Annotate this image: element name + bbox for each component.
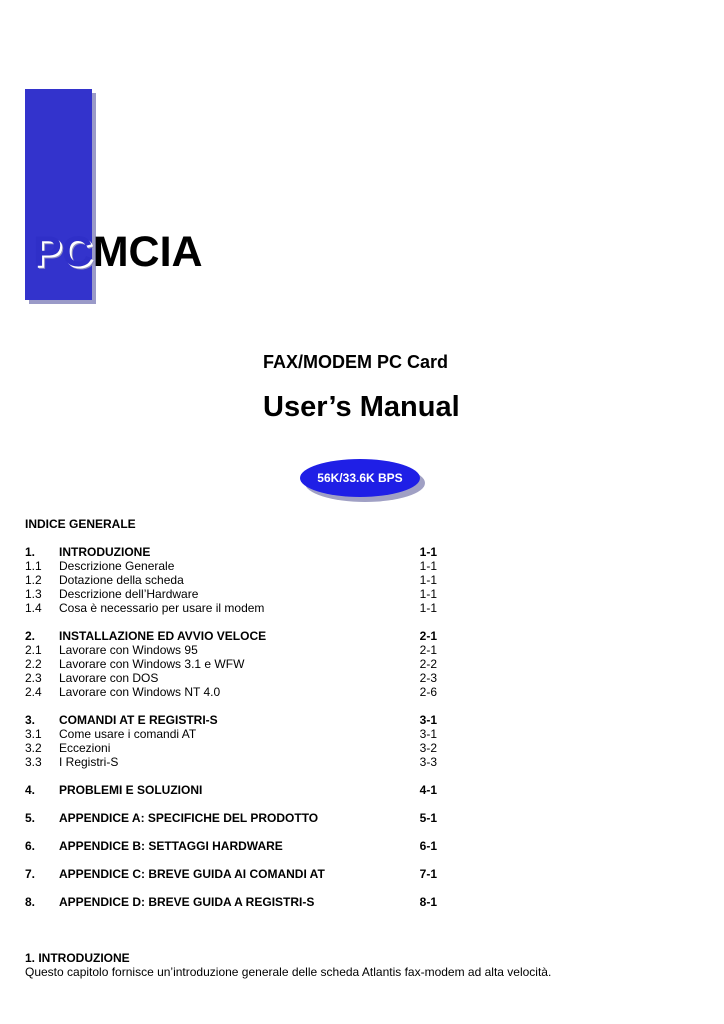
toc-page: 4-1	[419, 783, 437, 797]
toc-number: 2.4	[25, 685, 42, 699]
toc-page: 3-1	[419, 713, 437, 727]
toc-page: 2-6	[419, 685, 437, 699]
toc-row	[25, 713, 445, 727]
toc-page: 2-1	[419, 643, 437, 657]
toc-number: 8.	[25, 895, 36, 909]
toc-row	[25, 601, 445, 615]
toc-row	[25, 629, 445, 643]
toc-number: 1.	[25, 545, 36, 559]
toc-label: Cosa è necessario per usare il modem	[59, 601, 265, 615]
toc-label: Lavorare con Windows 3.1 e WFW	[59, 657, 245, 671]
toc-number: 2.3	[25, 671, 42, 685]
toc-page: 5-1	[419, 811, 437, 825]
toc-page: 2-2	[419, 657, 437, 671]
pcmcia-logo	[33, 226, 203, 278]
toc-row	[25, 657, 445, 671]
toc-number: 2.1	[25, 643, 42, 657]
toc-number: 2.	[25, 629, 36, 643]
manual-title: User’s Manual	[263, 391, 460, 423]
toc-page: 1-1	[419, 545, 437, 559]
toc-row	[25, 811, 445, 825]
toc-label: I Registri-S	[59, 755, 119, 769]
toc-page: 6-1	[419, 839, 437, 853]
toc-number: 7.	[25, 867, 36, 881]
toc-number: 3.3	[25, 755, 42, 769]
toc-page: 3-1	[419, 727, 437, 741]
toc-page: 3-2	[419, 741, 437, 755]
toc-label: Descrizione Generale	[59, 559, 175, 573]
toc-row	[25, 895, 445, 909]
toc-number: 3.	[25, 713, 36, 727]
toc-number: 1.1	[25, 559, 42, 573]
toc-label: APPENDICE A: SPECIFICHE DEL PRODOTTO	[59, 811, 319, 825]
index-heading: INDICE GENERALE	[25, 517, 136, 531]
toc-row	[25, 685, 445, 699]
toc-label: Dotazione della scheda	[59, 573, 184, 587]
toc-number: 5.	[25, 811, 36, 825]
speed-badge: 56K/33.6K BPS	[300, 459, 420, 497]
toc-label: APPENDICE C: BREVE GUIDA AI COMANDI AT	[59, 867, 325, 881]
toc-page: 3-3	[419, 755, 437, 769]
toc-label: Lavorare con Windows NT 4.0	[59, 685, 221, 699]
toc-label: PROBLEMI E SOLUZIONI	[59, 783, 203, 797]
toc-row	[25, 573, 445, 587]
toc-row	[25, 839, 445, 853]
toc-page: 2-3	[419, 671, 437, 685]
toc-page: 7-1	[419, 867, 437, 881]
toc-label: Eccezioni	[59, 741, 111, 755]
toc-number: 1.2	[25, 573, 42, 587]
toc-row	[25, 867, 445, 881]
toc-number: 4.	[25, 783, 36, 797]
toc-page: 1-1	[419, 587, 437, 601]
toc-number: 3.1	[25, 727, 42, 741]
toc-label: Come usare i comandi AT	[59, 727, 197, 741]
toc-label: Lavorare con DOS	[59, 671, 159, 685]
toc-number: 2.2	[25, 657, 42, 671]
toc-row	[25, 671, 445, 685]
toc-page: 2-1	[419, 629, 437, 643]
toc-label: INTRODUZIONE	[59, 545, 151, 559]
toc-page: 1-1	[419, 573, 437, 587]
toc-label: Descrizione dell’Hardware	[59, 587, 199, 601]
toc-row	[25, 559, 445, 573]
toc-page: 8-1	[419, 895, 437, 909]
intro-paragraph: Questo capitolo fornisce un’introduzione generale delle scheda Atlantis fax-modem ad alta velocità.	[25, 965, 552, 979]
toc-number: 6.	[25, 839, 36, 853]
toc-label: INSTALLAZIONE ED AVVIO VELOCE	[59, 629, 267, 643]
toc-label: Lavorare con Windows 95	[59, 643, 198, 657]
toc-row	[25, 727, 445, 741]
toc-number: 1.4	[25, 601, 42, 615]
toc-page: 1-1	[419, 601, 437, 615]
toc-row	[25, 755, 445, 769]
toc-label: APPENDICE D: BREVE GUIDA A REGISTRI-S	[59, 895, 315, 909]
toc-row	[25, 643, 445, 657]
toc-row	[25, 545, 445, 559]
toc-row	[25, 783, 445, 797]
toc-row	[25, 741, 445, 755]
toc-label: COMANDI AT E REGISTRI-S	[59, 713, 218, 727]
logo-highlight: PC	[33, 228, 93, 276]
logo-rest: MCIA	[92, 228, 203, 276]
toc-page: 1-1	[419, 559, 437, 573]
toc-label: APPENDICE B: SETTAGGI HARDWARE	[59, 839, 283, 853]
toc-row	[25, 587, 445, 601]
toc-number: 1.3	[25, 587, 42, 601]
intro-heading: 1. INTRODUZIONE	[25, 951, 130, 965]
product-subtitle: FAX/MODEM PC Card	[263, 352, 449, 372]
toc-number: 3.2	[25, 741, 42, 755]
